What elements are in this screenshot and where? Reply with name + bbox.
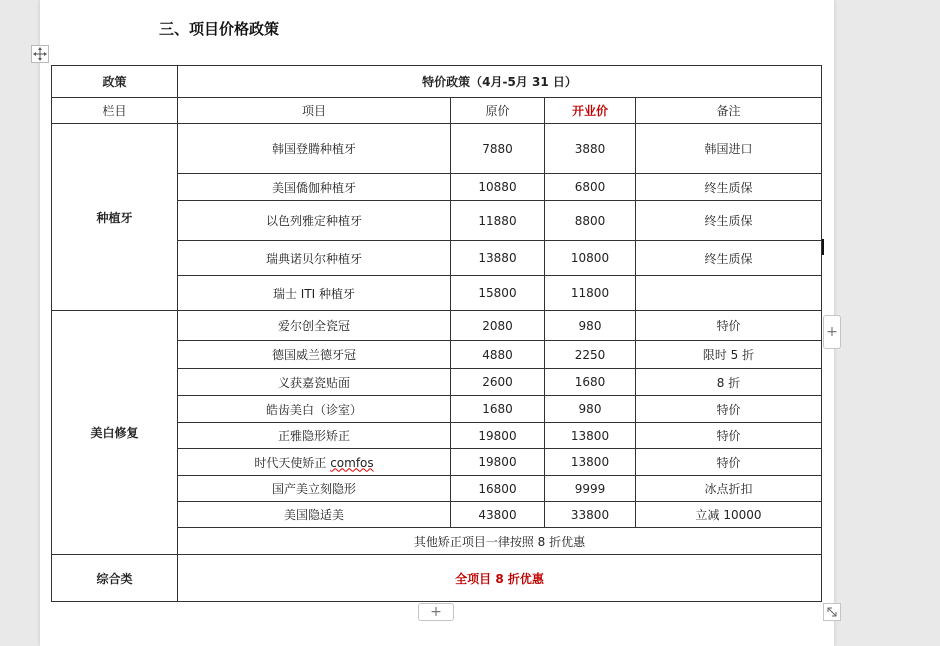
item-text: 时代天使矫正 — [254, 455, 331, 470]
table-row — [52, 311, 822, 341]
general-summary-cell[interactable]: 全项目 8 折优惠 — [178, 555, 822, 602]
remark-cell[interactable]: 特价 — [636, 449, 822, 476]
column-header-opening-price[interactable]: 开业价 — [545, 98, 636, 124]
original-price-cell[interactable]: 16800 — [451, 476, 545, 502]
table-resize-handle[interactable] — [823, 603, 841, 621]
original-price-cell[interactable]: 19800 — [451, 449, 545, 476]
item-cell[interactable]: 瑞士 ITI 种植牙 — [178, 276, 451, 311]
item-cell[interactable]: 德国威兰德牙冠 — [178, 341, 451, 369]
opening-price-cell[interactable]: 6800 — [545, 174, 636, 201]
item-cell[interactable]: 美国隐适美 — [178, 502, 451, 528]
policy-label-cell[interactable]: 政策 — [52, 66, 178, 98]
original-price-cell[interactable]: 11880 — [451, 201, 545, 241]
plus-icon: + — [826, 324, 838, 340]
remark-cell[interactable]: 立减 10000 — [636, 502, 822, 528]
item-cell[interactable]: 皓齿美白（诊室） — [178, 396, 451, 423]
diagonal-resize-icon — [826, 606, 838, 618]
remark-cell[interactable]: 限时 5 折 — [636, 341, 822, 369]
table-header-row — [52, 66, 822, 98]
original-price-cell[interactable]: 1680 — [451, 396, 545, 423]
spellcheck-word: comfos — [330, 455, 374, 470]
opening-price-cell[interactable]: 9999 — [545, 476, 636, 502]
price-policy-table — [51, 65, 822, 602]
column-header-item[interactable]: 项目 — [178, 98, 451, 124]
original-price-cell[interactable]: 7880 — [451, 124, 545, 174]
item-cell[interactable]: 瑞典诺贝尔种植牙 — [178, 241, 451, 276]
move-arrows-icon — [33, 47, 47, 61]
remark-cell[interactable]: 8 折 — [636, 369, 822, 396]
opening-price-cell[interactable]: 980 — [545, 311, 636, 341]
category-cell-implant[interactable]: 种植牙 — [52, 124, 178, 311]
opening-price-cell[interactable]: 980 — [545, 396, 636, 423]
whitening-footnote-cell[interactable]: 其他矫正项目一律按照 8 折优惠 — [178, 528, 822, 555]
remark-cell[interactable]: 特价 — [636, 311, 822, 341]
original-price-cell[interactable]: 2600 — [451, 369, 545, 396]
item-cell[interactable]: 义获嘉瓷贴面 — [178, 369, 451, 396]
original-price-cell[interactable]: 15800 — [451, 276, 545, 311]
item-cell[interactable]: 国产美立刻隐形 — [178, 476, 451, 502]
text-cursor — [822, 239, 824, 255]
opening-price-cell[interactable]: 2250 — [545, 341, 636, 369]
plus-icon: + — [430, 604, 442, 620]
remark-cell[interactable]: 终生质保 — [636, 174, 822, 201]
original-price-cell[interactable]: 43800 — [451, 502, 545, 528]
item-cell[interactable]: 以色列雅定种植牙 — [178, 201, 451, 241]
category-cell-general[interactable]: 综合类 — [52, 555, 178, 602]
remark-cell[interactable]: 特价 — [636, 423, 822, 449]
column-header-row — [52, 98, 822, 124]
remark-cell[interactable]: 终生质保 — [636, 241, 822, 276]
policy-title-cell[interactable]: 特价政策（4月-5月 31 日） — [178, 66, 822, 98]
column-header-category[interactable]: 栏目 — [52, 98, 178, 124]
item-cell[interactable]: 爱尔创全瓷冠 — [178, 311, 451, 341]
original-price-cell[interactable]: 4880 — [451, 341, 545, 369]
opening-price-cell[interactable]: 3880 — [545, 124, 636, 174]
category-cell-whitening[interactable]: 美白修复 — [52, 311, 178, 555]
remark-cell[interactable] — [636, 276, 822, 311]
original-price-cell[interactable]: 2080 — [451, 311, 545, 341]
item-cell[interactable]: 韩国登腾种植牙 — [178, 124, 451, 174]
original-price-cell[interactable]: 19800 — [451, 423, 545, 449]
column-header-original-price[interactable]: 原价 — [451, 98, 545, 124]
opening-price-cell[interactable]: 33800 — [545, 502, 636, 528]
table-row — [52, 555, 822, 602]
add-column-button[interactable] — [823, 315, 841, 349]
item-cell[interactable] — [178, 449, 451, 476]
remark-cell[interactable]: 冰点折扣 — [636, 476, 822, 502]
opening-price-cell[interactable]: 8800 — [545, 201, 636, 241]
opening-price-cell[interactable]: 13800 — [545, 423, 636, 449]
item-cell[interactable]: 正雅隐形矫正 — [178, 423, 451, 449]
opening-price-cell[interactable]: 13800 — [545, 449, 636, 476]
table-row — [52, 124, 822, 174]
remark-cell[interactable]: 特价 — [636, 396, 822, 423]
original-price-cell[interactable]: 10880 — [451, 174, 545, 201]
original-price-cell[interactable]: 13880 — [451, 241, 545, 276]
opening-price-cell[interactable]: 11800 — [545, 276, 636, 311]
opening-price-cell[interactable]: 1680 — [545, 369, 636, 396]
item-cell[interactable]: 美国僑伽种植牙 — [178, 174, 451, 201]
remark-cell[interactable]: 韩国进口 — [636, 124, 822, 174]
add-row-button[interactable] — [418, 603, 454, 621]
column-header-remark[interactable]: 备注 — [636, 98, 822, 124]
opening-price-cell[interactable]: 10800 — [545, 241, 636, 276]
remark-cell[interactable]: 终生质保 — [636, 201, 822, 241]
table-move-handle[interactable] — [31, 45, 49, 63]
section-heading: 三、项目价格政策 — [159, 20, 280, 38]
